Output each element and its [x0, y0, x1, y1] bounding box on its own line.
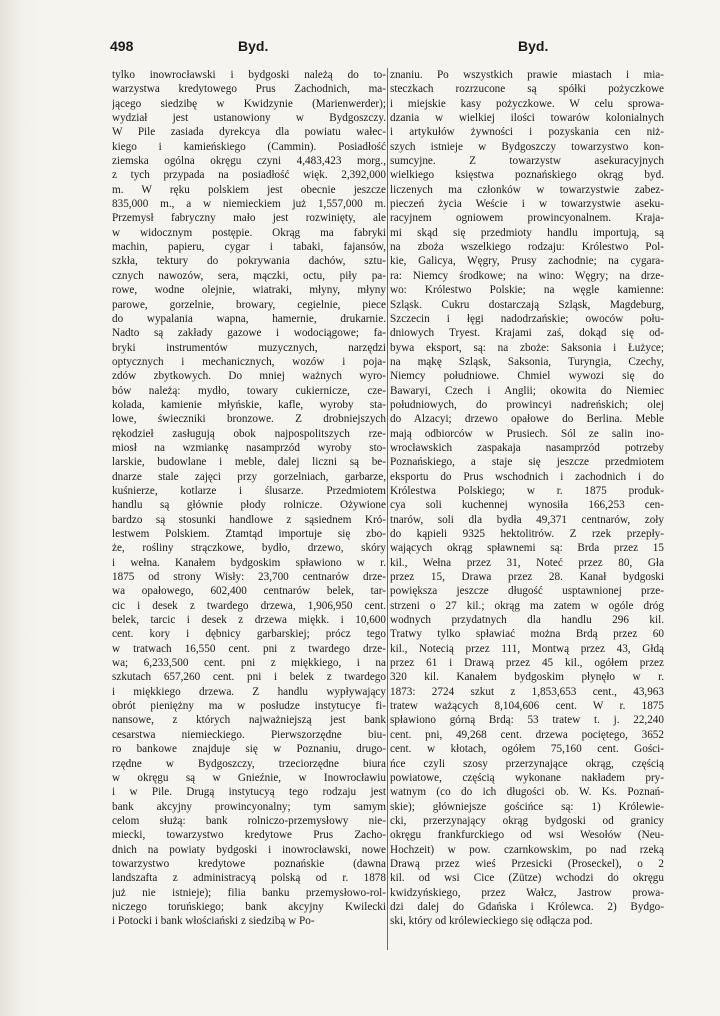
- text-line: dnarze stale zajęci przy gorzelniach, garbarze,: [112, 470, 386, 483]
- text-line: pieczeń życia Weście i w towarzystwie aseku-: [390, 198, 664, 211]
- text-line: dnich na powiaty bydgoski i inowrocławski, nowe: [112, 843, 386, 856]
- text-line: kolada, kamienie młyńskie, kafle, wyroby sta-: [112, 398, 386, 411]
- text-line: wo: Królestwo Polskie; na węgle kamienne:: [390, 284, 664, 297]
- text-line: szkła, tektury do pokrywania dachów, sztu-: [112, 255, 386, 268]
- text-line: i miękkiego drzewa. Z handlu wypływający: [112, 685, 386, 698]
- text-line: 320 kil. Kanałem bydgoskim płynęło w r.: [390, 671, 664, 684]
- text-line: cya soli kuchennej wynosiła 166,253 cen-: [390, 499, 664, 512]
- left-running-title: Byd.: [238, 38, 269, 54]
- text-line: tnarów, soli dla bydła 49,371 centnarów, zoły: [390, 513, 664, 526]
- text-line: i wełna. Kanałem bydgoskim spławiono w r.: [112, 556, 386, 569]
- text-line: W Pile zasiada dyrekcya dla powiatu wałec-: [112, 126, 386, 139]
- text-line: cic i desek z twardego drzewa, 1,906,950 cent.: [112, 599, 386, 612]
- text-line: ńce czyli szosy przerzynające okrąg, częścią: [390, 757, 664, 770]
- text-line: handlu są głównie płody rolnicze. Ożywione: [112, 499, 386, 512]
- text-line: steczkach rozrzucone są spółki pożyczkowe: [390, 83, 664, 96]
- text-line: wydział jest ustanowiony w Bydgoszczy.: [112, 112, 386, 125]
- right-running-title: Byd.: [518, 38, 549, 54]
- text-line: ziemska ogólna okręgu czyni 4,483,423 morg.,: [112, 155, 386, 168]
- text-line: zdów zbytkowych. Do mniej ważnych wyro-: [112, 370, 386, 383]
- text-line: cesarstwa niemieckiego. Pierwszorzędne biu-: [112, 728, 386, 741]
- text-line: Szczecin i łęgi nadodrzańskie; owoców połu-: [390, 312, 664, 325]
- text-line: racyjnem ogniowem prowincyonalnem. Kraja-: [390, 212, 664, 225]
- text-line: wających okrąg spławnemi są: Brda przez 15: [390, 542, 664, 555]
- text-line: ro bankowe znajduje się w Poznaniu, drugo-: [112, 743, 386, 756]
- text-line: Bawaryi, Czech i Anglii; okowita do Niemiec: [390, 384, 664, 397]
- text-line: mają odbiorców w Prusiech. Sól ze salin ino-: [390, 427, 664, 440]
- text-line: wrocławskich zaspakaja nasamprzód potrzeby: [390, 441, 664, 454]
- text-line: kiego i kamieńskiego (Cammin). Posiadłość: [112, 140, 386, 153]
- text-line: szkutach 657,260 cent. pni i belek z twardego: [112, 671, 386, 684]
- text-line: na mąkę Szląsk, Saksonia, Turyngia, Czechy,: [390, 355, 664, 368]
- text-line: Drawą przez wieś Przesicki (Proseckel), o 2: [390, 857, 664, 870]
- text-line: mi skąd się przedmioty handlu importują, są: [390, 226, 664, 239]
- text-line: wodnych przydatnych dla handlu 296 kil.: [390, 614, 664, 627]
- text-line: kil., Wełna przez 31, Noteć przez 80, Gła: [390, 556, 664, 569]
- text-line: kuśnierze, kotlarze i ślusarze. Przedmiotem: [112, 484, 386, 497]
- text-line: lestwem Polskiem. Ztamtąd importuje się zbo-: [112, 528, 386, 540]
- page-spine-shadow: [0, 0, 40, 1016]
- column-divider: [387, 68, 388, 950]
- text-line: wa; 6,233,500 cent. pni z miękkiego, i na: [112, 657, 386, 670]
- text-line: kil., Notecią przez 111, Montwą przez 43, Głdą: [390, 642, 664, 655]
- text-line: bów należą: mydło, towary cukiernicze, cze-: [112, 384, 386, 397]
- text-line: warzystwa kredytowego Prus Zachodnich, ma-: [112, 83, 386, 96]
- text-line: cent. w kłotach, ogółem 75,160 cent. Gości-: [390, 743, 664, 756]
- text-line: okręgu frankfurckiego od wsi Wesołów (Neu-: [390, 829, 664, 842]
- text-line: kie, Galicya, Węgry, Prusy zachodnie; na cygara-: [390, 255, 664, 268]
- text-line: Niemcy południowe. Chmiel wywozi się do: [390, 370, 664, 383]
- text-line: kil. od wsi Cice (Zütze) wchodzi do okręgu: [390, 872, 664, 885]
- text-line: bank akcyjny prowincyonalny; tym samym: [112, 800, 386, 813]
- text-line: przez 61 i Drawą przez 45 kil., ogółem przez: [390, 657, 664, 670]
- text-line: wielkiego księstwa poznańskiego okrąg byd.: [390, 169, 664, 182]
- text-line: bryki instrumentów muzycznych, narzędzi: [112, 341, 386, 354]
- text-line: rękodzieł zasługują obok najpospolitszych rze-: [112, 427, 386, 440]
- text-line: i artykułów żywności i pozyskania cen niż-: [390, 126, 664, 139]
- text-line: do Alzacyi; drzewo opałowe do Berlina. Meble: [390, 413, 664, 426]
- text-line: i Potocki i bank włościański z siedzibą w Po-: [112, 915, 315, 928]
- text-line: towarzystwo kredytowe poznańskie (dawna: [112, 857, 386, 870]
- text-line: Poznańskiego, a staje się jeszcze przedmiotem: [390, 456, 664, 469]
- text-line: i w Pile. Drugą instytucyą tego rodzaju jest: [112, 786, 386, 799]
- text-line: miecki, towarzystwo kredytowe Prus Zacho-: [112, 829, 386, 842]
- text-line: Hochzeit) w pow. czarnkowskim, po nad rzeką: [390, 843, 664, 856]
- text-line: cent. kory i dębnicy garbarskiej; prócz tego: [112, 628, 386, 641]
- text-line: że, rośliny strączkowe, bydło, drzewo, skóry: [112, 542, 386, 555]
- text-line: wa opałowego, 602,400 centnarów belek, tar-: [112, 585, 386, 598]
- text-line: w okręgu są w Gnieźnie, w Inowrocławiu: [112, 771, 386, 784]
- text-line: tratew ważących 8,104,606 cent. W r. 1875: [390, 700, 664, 713]
- text-line: cznych nawozów, sera, mączki, octu, piły pa-: [112, 269, 386, 282]
- text-line: cki, przerzynający okrąg bydgoski od granicy: [390, 814, 664, 827]
- text-line: machin, papieru, cygar i tabaki, fajansów,: [112, 241, 386, 254]
- left-text-column: [112, 68, 386, 929]
- text-line: dniowych Tryest. Krajami zaś, dokąd się od-: [390, 327, 664, 340]
- text-line: 1873: 2724 szkut z 1,853,653 cent., 43,963: [390, 685, 664, 698]
- text-line: już nie istnieje); filia banku przemysłowo-rol-: [112, 886, 386, 899]
- text-line: przez 15, Drawa przez 28. Kanał bydgoski: [390, 571, 664, 584]
- text-line: nansowe, z których najważniejszą jest bank: [112, 714, 386, 727]
- text-line: Królestwa Polskiego; w r. 1875 produk-: [390, 484, 664, 497]
- text-line: strzeni o 27 kil.; okrąg ma zatem w ogóle dróg: [390, 599, 664, 612]
- text-line: ra: Niemcy środkowe; na wino: Węgry; na drze-: [390, 269, 664, 282]
- text-line: ski, który od królewieckiego się odłącza pod.: [390, 915, 593, 928]
- text-line: dzania w wielkiej ilości towarów kolonialnych: [390, 112, 664, 125]
- text-line: do kąpieli 9325 hektolitrów. Z rzek przepły-: [390, 528, 664, 540]
- text-line: cent. pni, 49,268 cent. drzewa pociętego, 3652: [390, 728, 664, 741]
- text-line: niczego toruńskiego; bank akcyjny Kwilecki: [112, 900, 386, 913]
- text-line: larskie, budowlane i meble, dalej liczni są be-: [112, 456, 386, 469]
- text-line: spławiono górną Brdą: 53 tratew t. j. 22,240: [390, 714, 664, 727]
- text-line: południowych, do prowincyi nadreńskich; olej: [390, 398, 664, 411]
- text-line: powiatowe, częścią wykonane nakładem pry-: [390, 771, 664, 784]
- running-header: [110, 38, 670, 58]
- text-line: m. W ręku polskiem jest obecnie jeszcze: [112, 183, 386, 196]
- text-line: Nadto są zakłady gazowe i wodociągowe; fa-: [112, 327, 386, 340]
- right-text-column: [390, 68, 664, 929]
- text-line: watnym (co do ich długości ob. W. Ks. Poznań-: [390, 786, 664, 799]
- text-line: Przemysł fabryczny mało jest rozwinięty, ale: [112, 212, 386, 225]
- text-line: lowe, świeczniki bronzowe. Z drobniejszych: [112, 413, 386, 426]
- text-line: optycznych i mechanicznych, wozów i poja-: [112, 355, 386, 368]
- text-line: belek, tarcic i desek z drzewa miękk. i 10,600: [112, 614, 386, 627]
- text-line: liczenych ma członków w towarzystwie zabez-: [390, 183, 664, 196]
- text-line: w widocznym postępie. Okrąg ma fabryki: [112, 226, 386, 239]
- text-line: powiększa jeszcze długość usptawnionej prze-: [390, 585, 664, 598]
- text-line: jącego siedzibę w Kwidzynie (Marienwerder);: [112, 97, 386, 110]
- text-line: szych istnieje w Bydgoszczy towarzystwo kon-: [390, 140, 664, 153]
- page-number: 498: [110, 38, 134, 54]
- text-line: bardzo są stosunki handlowe z sąsiednem Kró-: [112, 513, 386, 526]
- text-line: i miejskie kasy pożyczkowe. W celu sprowa-: [390, 97, 664, 110]
- text-line: miosł na wzmiankę nasamprzód wyroby sto-: [112, 441, 386, 454]
- text-line: landszafta z administracyą polską od r. 1878: [112, 872, 386, 885]
- text-line: do wypalania wapna, hamernie, drukarnie.: [112, 312, 386, 325]
- text-line: dzi dalej do Gdańska i Królewca. 2) Bydgo-: [390, 900, 664, 913]
- text-line: parowe, gorzelnie, browary, cegielnie, piece: [112, 298, 386, 311]
- text-line: kwidzyńskiego, przez Wałcz, Jastrow prowa-: [390, 886, 664, 899]
- text-line: znaniu. Po wszystkich prawie miastach i mia-: [390, 69, 664, 81]
- text-line: 1875 od strony Wisły: 23,700 centnarów drze-: [112, 571, 386, 584]
- text-line: celom służą: bank rolniczo-przemysłowy nie-: [112, 814, 386, 827]
- text-line: z tych przypada na posiadłość więk. 2,392,000: [112, 169, 386, 182]
- text-line: 835,000 m., a w niemieckiem już 1,557,000 m.: [112, 198, 386, 211]
- text-line: rzędne w Bydgoszczy, trzeciorzędne biura: [112, 757, 386, 770]
- text-line: Szląsk. Cukru dostarczają Szląsk, Magdeburg,: [390, 298, 664, 311]
- text-line: rowe, wodne olejnie, wiatraki, młyny, młyny: [112, 284, 386, 297]
- text-line: Tratwy tylko spławiać można Brdą przez 60: [390, 628, 664, 641]
- text-line: bywa eksport, są: na zboże: Saksonia i Łużyce;: [390, 341, 664, 354]
- text-line: eksportu do Prus wschodnich i zachodnich i do: [390, 470, 664, 483]
- text-line: w tratwach 16,550 cent. pni z twardego drze-: [112, 642, 386, 655]
- text-line: obrót pieniężny ma w posłudze instytucye fi-: [112, 700, 386, 713]
- text-line: skie); główniejsze gościńce są: 1) Królewie-: [390, 800, 664, 813]
- text-line: tylko inowrocławski i bydgoski należą do to-: [112, 69, 386, 81]
- text-line: na zboża wszelkiego rodzaju: Królestwo Pol-: [390, 241, 664, 254]
- text-line: sumcyjne. Z towarzystw asekuracyjnych: [390, 155, 664, 168]
